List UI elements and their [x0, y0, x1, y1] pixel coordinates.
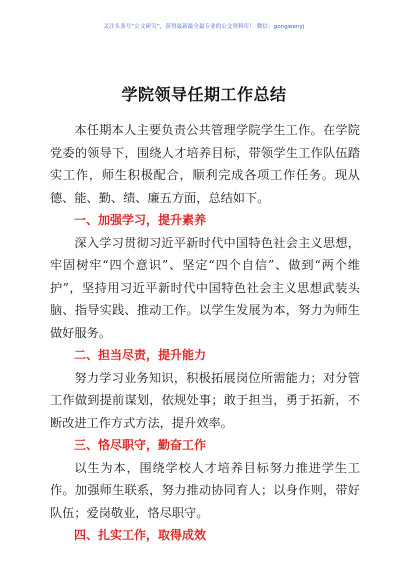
section-paragraph-3: 以生为本，围绕学校人才培养目标努力推进学生工作。加强师生联系，努力推动协同育人；以身作则，带好队伍；爱岗敬业，恪尽职守。 — [50, 460, 360, 520]
section-heading-4: 四、扎实工作，取得成效 — [74, 528, 207, 542]
header-banner: 关注头条号“公文研究”，获得最新最全最专业的公文资料库！ 微信：gongwenyj — [103, 24, 305, 30]
document-body — [50, 119, 360, 547]
section-paragraph-2: 努力学习业务知识，积极拓展岗位所需能力；对分管工作做到提前谋划，依规处事；敢于担当，勇于拓新，不断改进工作方式方法，提升效率。 — [50, 370, 360, 430]
section-paragraph-1: 深入学习贯彻习近平新时代中国特色社会主义思想，牢固树牢“四个意识”、坚定“四个自信”、做到“两个维护”，坚持用习近平新时代中国特色社会主义思想武装头脑、指导实践、推动工作。以学生发展为本，努力为师生做好服务。 — [50, 235, 360, 340]
intro-paragraph: 本任期本人主要负责公共管理学院学生工作。在学院党委的领导下，围绕人才培养目标，带领学生工作队伍踏实工作，师生积极配合，顺利完成各项工作任务。现从德、能、勤、绩、廉五方面，总结如下。 — [50, 123, 360, 205]
section-heading-1: 一、加强学习，提升素养 — [74, 213, 207, 227]
document-title: 学院领导任期工作总结 — [121, 85, 287, 104]
section-heading-3: 三、恪尽职守，勤奋工作 — [74, 438, 207, 452]
section-heading-2: 二、担当尽责，提升能力 — [74, 348, 207, 362]
